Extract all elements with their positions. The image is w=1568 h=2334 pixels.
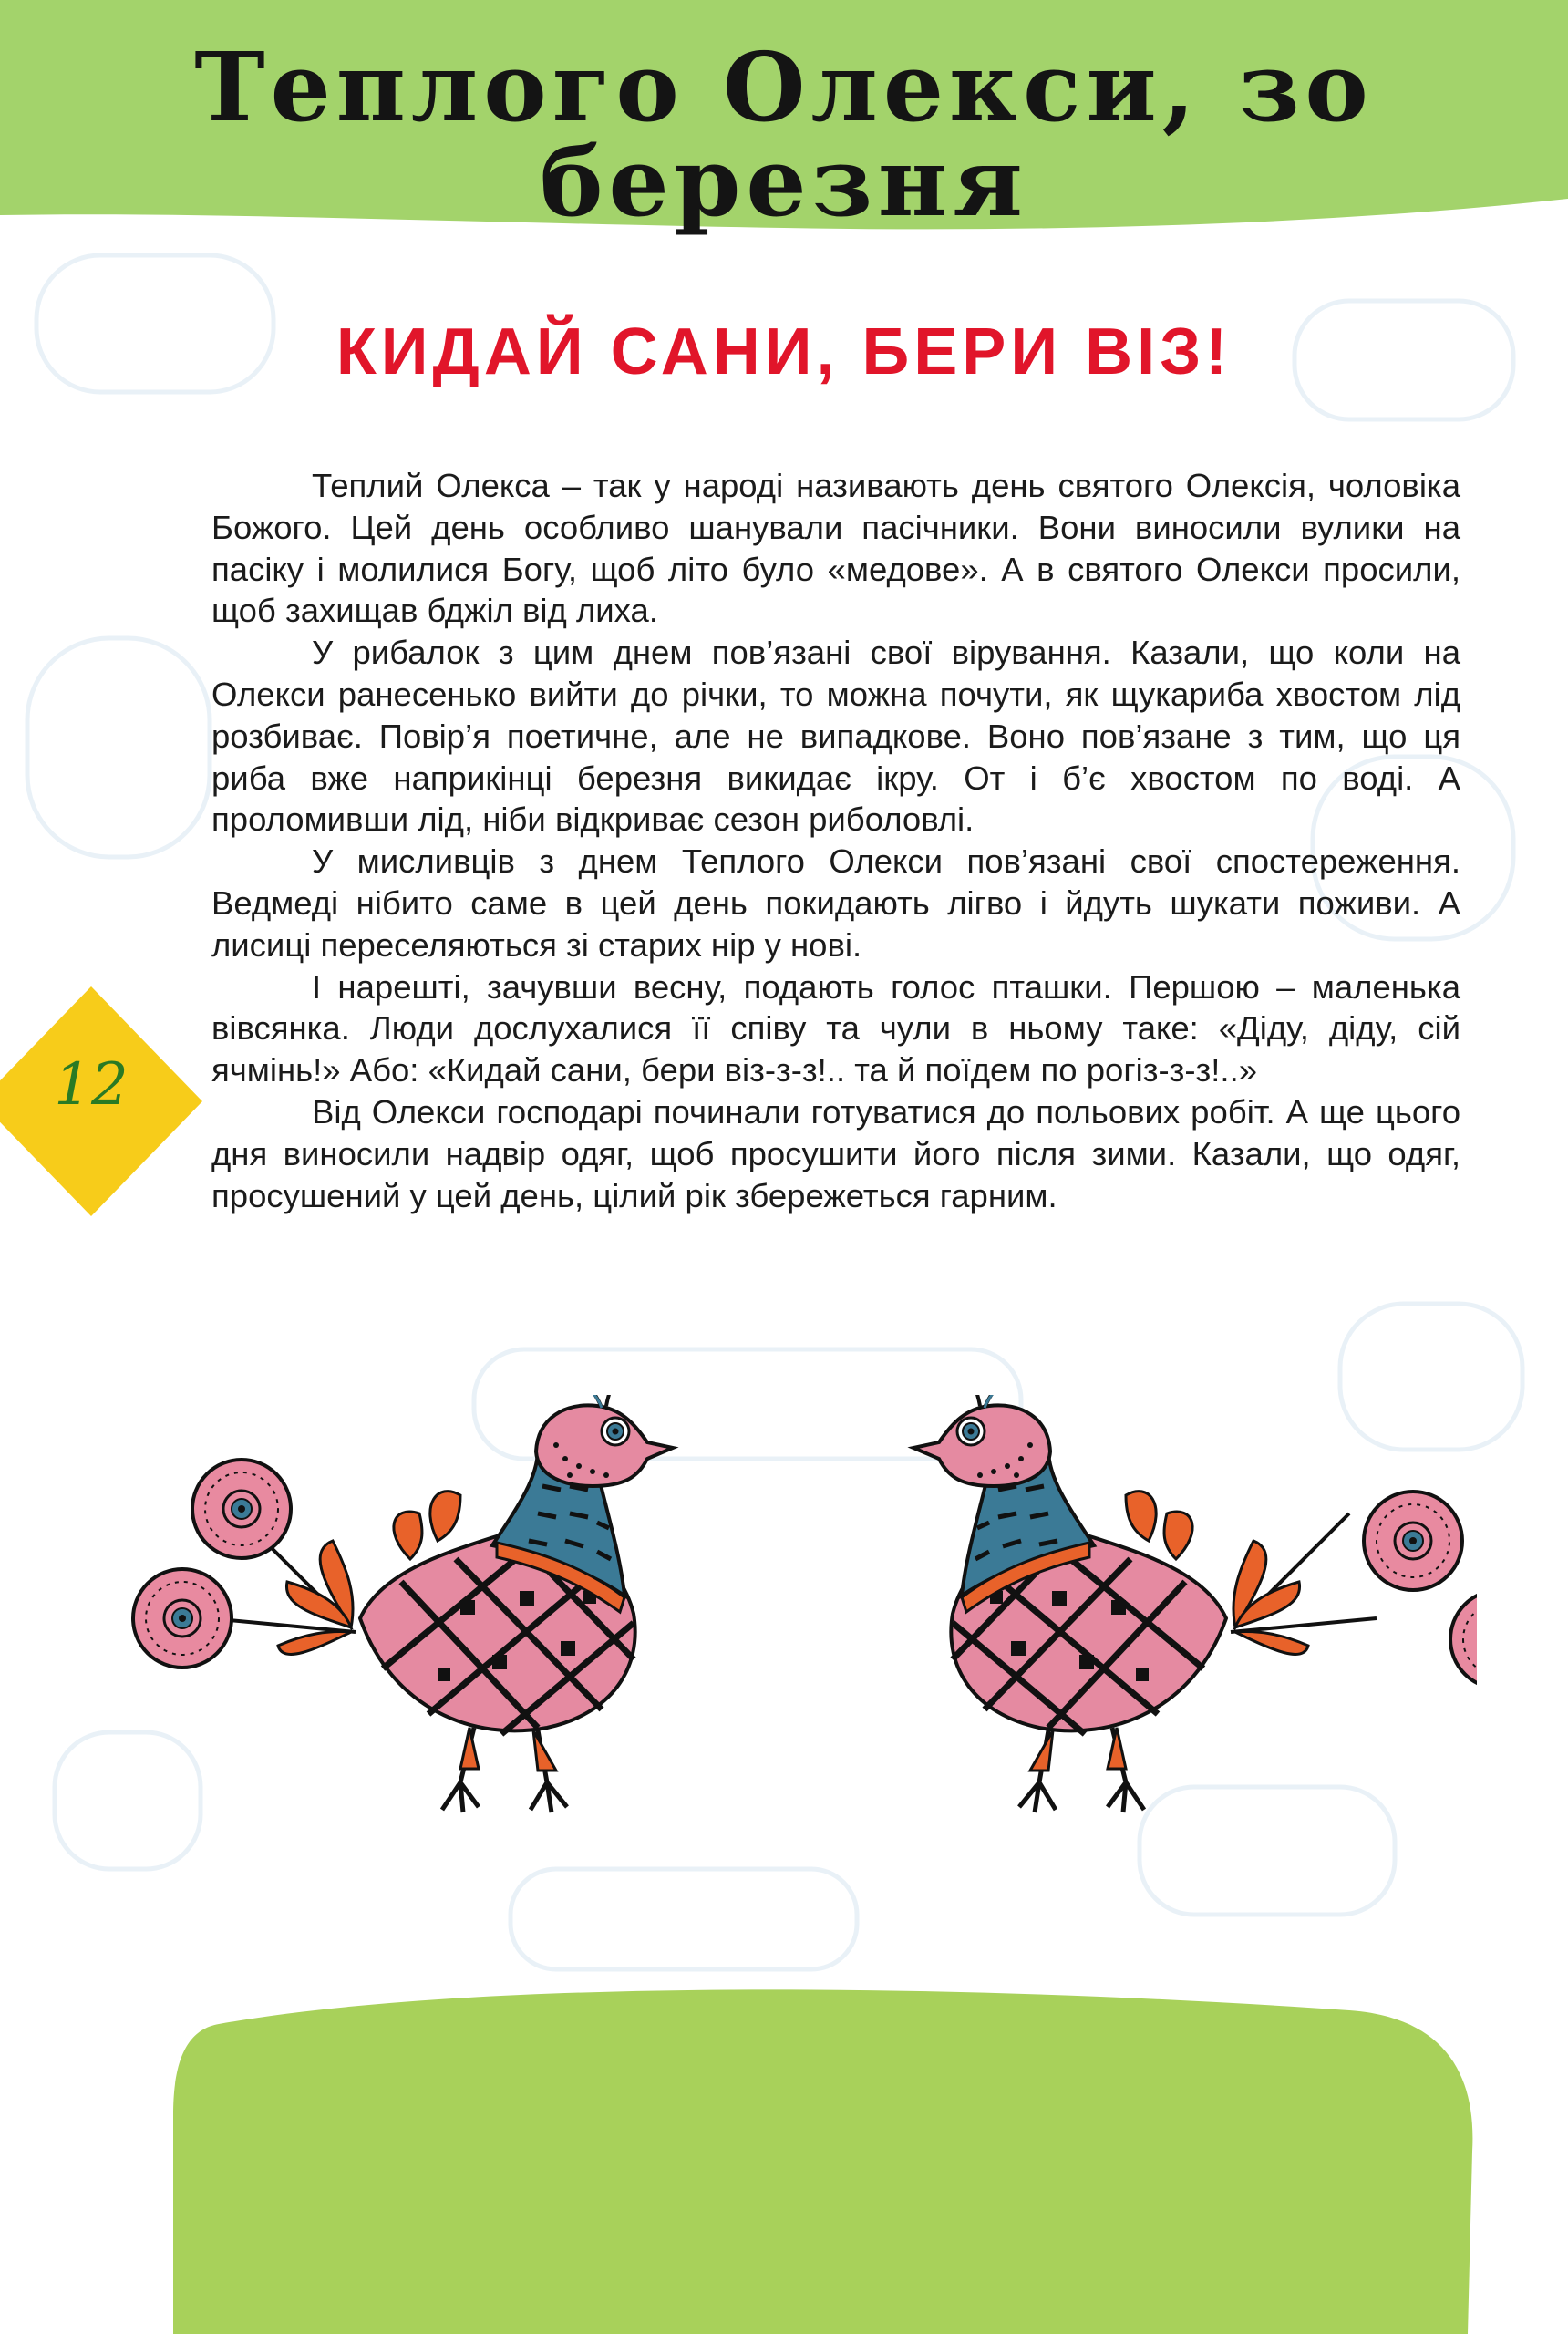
paragraph-4: І нарешті, зачувши весну, подають голос пташки. Першою – маленька вівсянка. Люди дослухалися її співу та чули в ньому таке: «Діду, діду, сій ячмінь!» Або: «Кидай сани, бери віз-з-з!.. та й поїдем по рогіз-з-з!..» (211, 967, 1460, 1090)
left-bird-icon (133, 1395, 673, 1812)
article-heading: КИДАЙ САНИ, БЕРИ ВІЗ! (335, 315, 1233, 388)
right-bird-icon (913, 1395, 1477, 1812)
page-title: Теплого Олекси, зо березня (194, 31, 1374, 238)
bottom-decorative-blob (0, 1988, 1568, 2334)
paragraph-3: У мисливців з днем Теплого Олекси пов’язані свої спостереження. Ведмеді нібито саме в цей день покидають лігво і йдуть шукати поживи. А лисиці переселяються зі старих нір у нові. (211, 842, 1460, 964)
paragraph-2: У рибалок з цим днем пов’язані свої вірування. Казали, що коли на Олекси ранесенько вийти до річки, то можна почути, як щукариба хвостом лід розбиває. Повір’я поетичне, але не випадкове. Воно пов’язане з тим, що ця риба вже наприкінці березня викидає ікру. От і б’є хвостом по воді. А проломивши лід, ніби відкриває сезон риболовлі. (211, 634, 1460, 839)
folk-birds-illustration (109, 1395, 1477, 1960)
paragraph-5: Від Олекси господарі починали готуватися до польових робіт. А ще цього дня виносили надвір одяг, щоб просушити його після зими. Казали, що одяг, просушений у цей день, цілий рік збережеться гарним. (211, 1092, 1460, 1214)
article-body (211, 465, 1460, 1216)
page-number: 12 (54, 1051, 129, 1119)
paragraph-1: Теплий Олекса – так у народі називають день святого Олексія, чоловіка Божого. Цей день особливо шанували пасічники. Вони виносили вулики на пасіку і молилися Богу, щоб літо було «медове». А в святого Олекси просили, щоб захищав бджіл від лиха. (211, 467, 1460, 630)
